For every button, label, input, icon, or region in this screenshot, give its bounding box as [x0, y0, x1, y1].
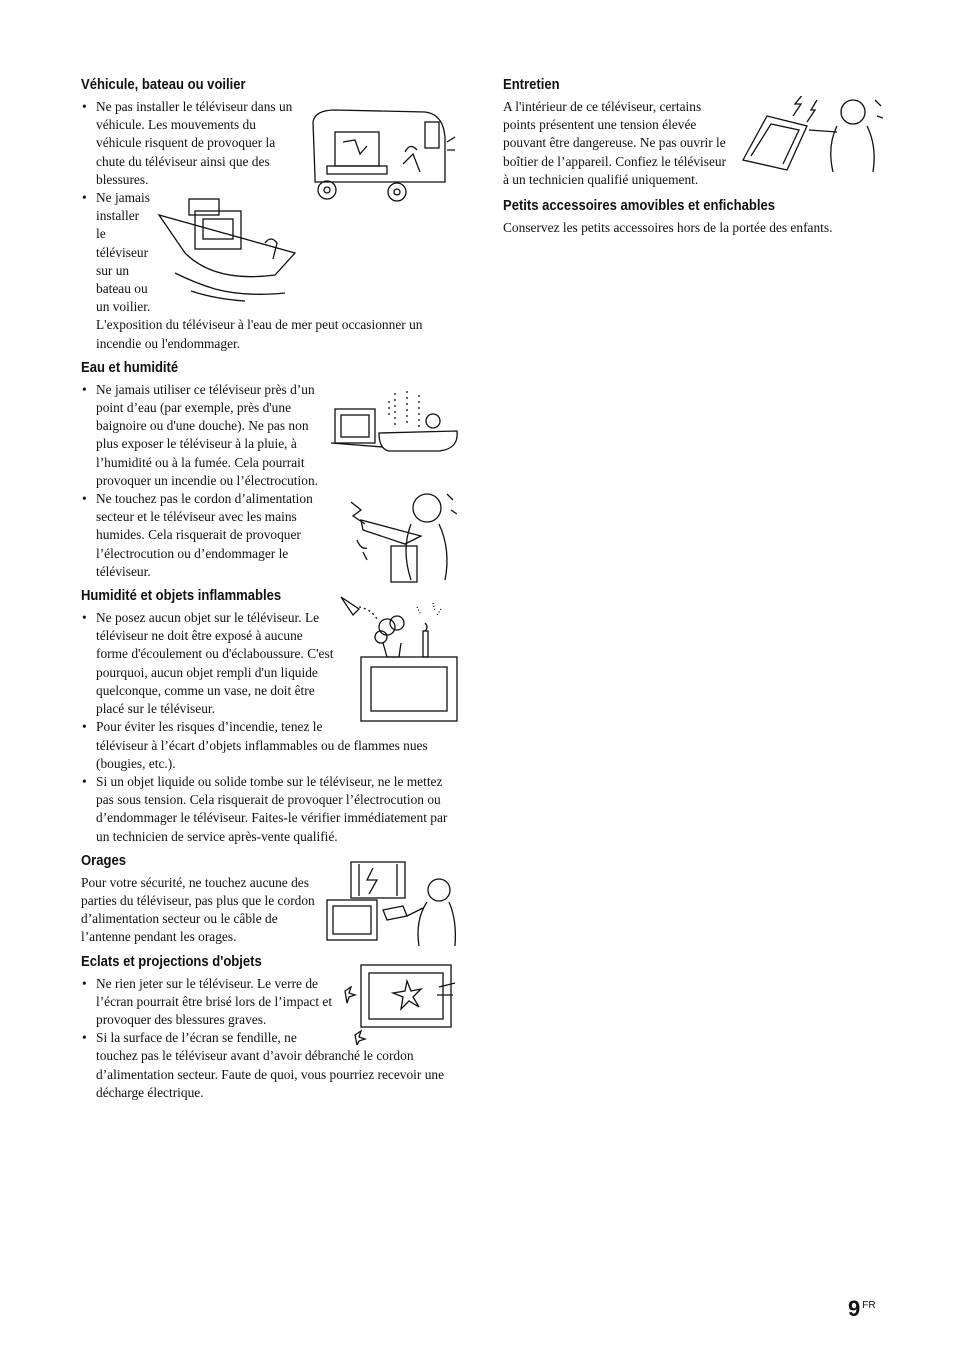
list-item: • Ne pas installer le téléviseur dans un véhicule. Les mouvements du véhicule risquent de provoquer la chute du téléviseur ainsi que des blessures.	[81, 98, 453, 189]
list-item	[81, 490, 453, 581]
heading-entretien: Entretien	[503, 77, 560, 93]
wet-hands-illustration	[341, 490, 457, 586]
section-humidite	[81, 587, 453, 846]
repair-illustration	[737, 96, 883, 174]
bullet-text: Ne touchez pas le cordon d’alimentation secteur et le téléviseur avec les mains humides. Cela risquerait de provoquer l’électrocution ou d’endommager le téléviseur.	[96, 491, 313, 579]
section-orages	[81, 852, 453, 947]
section-eau	[81, 359, 453, 581]
section-eclats	[81, 953, 453, 1102]
accessoires-text: Conservez les petits accessoires hors de la portée des enfants.	[503, 220, 833, 236]
bathtub-tv-icon	[329, 387, 459, 461]
storm-illustration	[323, 860, 461, 948]
left-column	[81, 76, 453, 1108]
list-item	[81, 609, 453, 718]
orages-text: Pour votre sécurité, ne touchez aucune des parties du téléviseur, pas plus que le cordon d’alimentation secteur ou le câble de l’antenne pendant les orages.	[81, 874, 315, 945]
bullet-text: Ne jamais utiliser ce téléviseur près d’un point d’eau (par exemple, près d'une baignoire ou d'une douche). Ne pas non plus exposer le téléviseur à la pluie, à l’humidité ou à la fumée. Cela pourrait provoquer un incendie ou l’électrocution.	[96, 381, 318, 488]
heading-accessoires: Petits accessoires amovibles et enfichables	[503, 198, 776, 215]
list-item: • Pour éviter les risques d’incendie, tenez le téléviseur à l’écart d’objets inflammables ou de flammes nues (bougies, etc.).	[81, 718, 453, 773]
heading-eau: Eau et humidité	[81, 359, 179, 376]
heading-humidite: Humidité et objets inflammables	[81, 588, 282, 605]
entretien-text: A l'intérieur de ce téléviseur, certains points présentent une tension élevée pouvant être dangereuse. Ne pas ouvrir le boîtier de l’appareil. Confiez le téléviseur à un technicien qualifié uniquement.	[503, 99, 727, 187]
bullet-text: Ne rien jeter sur le téléviseur. Le verre de l’écran pourrait être brisé lors de l’impact et provoquer des blessures graves.	[96, 975, 333, 1027]
list-item: • Si la surface de l’écran se fendille, ne touchez pas le téléviseur avant d’avoir débranché le cordon d’alimentation secteur. Faute de quoi, vous pourriez recevoir une décharge électrique.	[81, 1029, 453, 1102]
heading-orages: Orages	[81, 852, 126, 869]
list-item	[81, 189, 453, 353]
list-item	[81, 381, 453, 490]
page-number-value: 9	[848, 1296, 861, 1321]
page-language: FR	[862, 1300, 876, 1311]
boat-icon	[155, 193, 301, 303]
right-column	[503, 76, 883, 243]
boat-illustration	[155, 193, 301, 303]
open-tv-shock-icon	[737, 96, 883, 174]
vase-candle-illustration	[337, 593, 461, 723]
section-vehicule	[81, 76, 453, 353]
bullet-text: Ne jamais installer le téléviseur sur un bateau ou un voilier. L'exposition du téléviseur à l'eau de mer peut occasionner un incendie ou l'endommager.	[96, 190, 423, 351]
vase-candle-tv-icon	[337, 593, 461, 723]
list-item: • Si un objet liquide ou solide tombe sur le téléviseur, ne le mettez pas sous tension. Cela risquerait de provoquer l’électrocution ou d’endommager le téléviseur. Faites-le vérifier immédiatement par un technicien de service après-vente qualifié.	[81, 773, 453, 846]
bath-illustration	[329, 387, 459, 461]
list-item	[81, 975, 453, 1030]
bullet-text: Ne posez aucun objet sur le téléviseur. Le téléviseur ne doit être exposé à aucune forme d'écoulement ou d'éclaboussure. C'est pourquoi, aucun objet rempli d'un liquide quelconque, comme un vase, ne doit être placé sur le téléviseur.	[96, 610, 334, 717]
storm-tv-icon	[323, 860, 461, 948]
heading-eclats: Eclats et projections d'objets	[81, 953, 262, 970]
heading-vehicule: Véhicule, bateau ou voilier	[81, 77, 246, 93]
page-number	[848, 1296, 876, 1322]
section-entretien	[503, 76, 883, 189]
section-accessoires	[503, 197, 883, 237]
wet-hands-icon	[341, 490, 457, 586]
